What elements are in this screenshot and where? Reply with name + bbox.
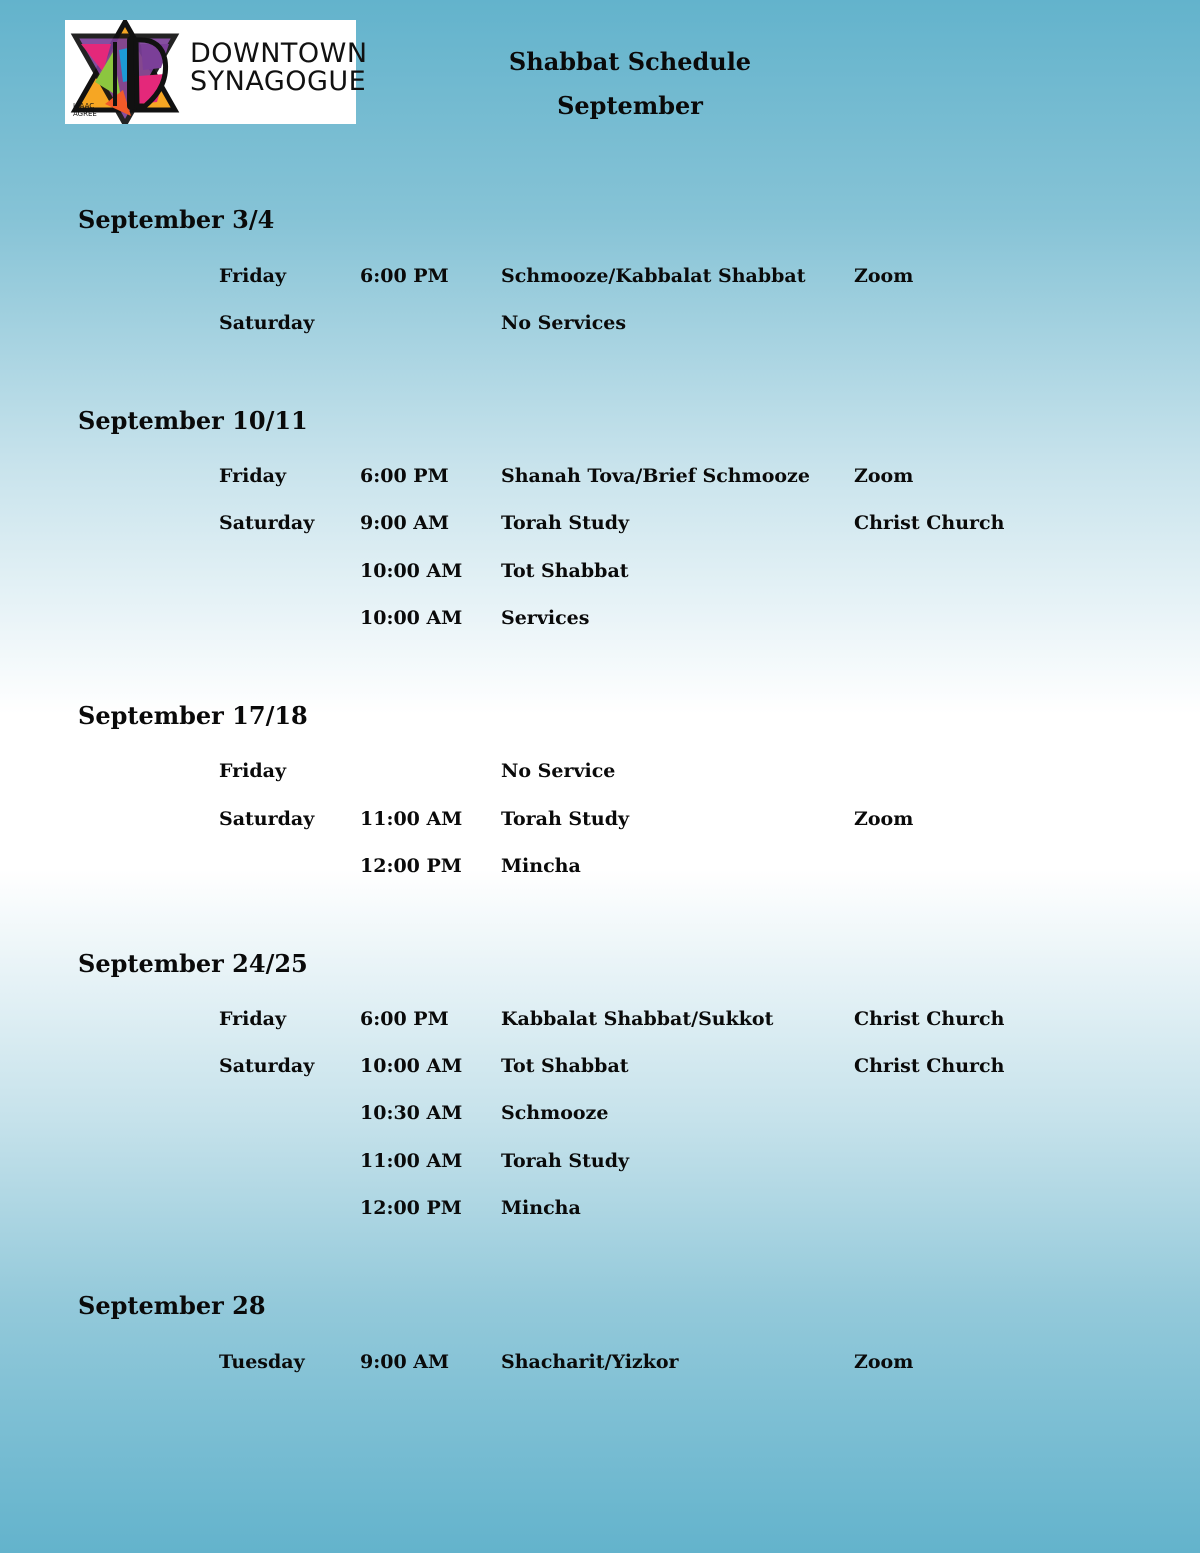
row-time: 10:00 AM [360,560,463,582]
row-event: Schmooze [501,1102,609,1124]
row-location: Zoom [854,465,914,487]
schedule-row [0,462,1200,490]
row-location: Christ Church [854,1008,1005,1030]
row-time: 6:00 PM [360,265,449,287]
row-time: 6:00 PM [360,1008,449,1030]
schedule-row [0,1099,1200,1127]
row-day: Friday [219,760,287,782]
row-day: Saturday [219,512,315,534]
row-location: Zoom [854,1351,914,1373]
page-title: Shabbat Schedule [508,47,752,76]
row-time: 10:00 AM [360,1055,463,1077]
row-day: Saturday [219,808,315,830]
row-event: Torah Study [501,512,630,534]
schedule-row [0,1147,1200,1175]
row-event: Tot Shabbat [501,1055,629,1077]
row-time: 12:00 PM [360,855,462,877]
row-event: Shanah Tova/Brief Schmooze [501,465,810,487]
row-event: Schmooze/Kabbalat Shabbat [501,265,806,287]
week-heading: September 24/25 [78,949,308,978]
schedule-row [0,604,1200,632]
week-heading: September 28 [78,1291,266,1320]
logo-small-text-2: AGREE [73,110,97,118]
row-time: 12:00 PM [360,1197,462,1219]
row-time: 10:30 AM [360,1102,463,1124]
row-time: 9:00 AM [360,512,450,534]
row-time: 11:00 AM [360,808,463,830]
row-day: Friday [219,465,287,487]
row-event: No Service [501,760,616,782]
schedule-row [0,1052,1200,1080]
row-location: Zoom [854,265,914,287]
row-time: 11:00 AM [360,1150,463,1172]
row-event: Mincha [501,855,581,877]
row-time: 9:00 AM [360,1351,450,1373]
row-event: Services [501,607,590,629]
page-subtitle: September [557,91,703,120]
schedule-row [0,1194,1200,1222]
row-location: Zoom [854,808,914,830]
row-day: Friday [219,1008,287,1030]
row-location: Christ Church [854,512,1005,534]
week-heading: September 10/11 [78,406,308,435]
row-event: Tot Shabbat [501,560,629,582]
logo-small-text-1: ISAAC [73,102,95,110]
schedule-row [0,509,1200,537]
row-day: Saturday [219,312,315,334]
schedule-row [0,1005,1200,1033]
row-location: Christ Church [854,1055,1005,1077]
row-event: Mincha [501,1197,581,1219]
row-day: Friday [219,265,287,287]
schedule-row [0,557,1200,585]
schedule-row [0,757,1200,785]
schedule-row [0,1348,1200,1376]
synagogue-logo [65,20,368,124]
row-time: 10:00 AM [360,607,463,629]
schedule-row [0,805,1200,833]
schedule-row [0,309,1200,337]
row-time: 6:00 PM [360,465,449,487]
week-heading: September 17/18 [78,701,308,730]
row-event: No Services [501,312,627,334]
row-event: Shacharit/Yizkor [501,1351,679,1373]
logo-wordmark-line2: SYNAGOGUE [190,66,367,97]
row-day: Saturday [219,1055,315,1077]
row-day: Tuesday [219,1351,305,1373]
week-heading: September 3/4 [78,205,275,234]
row-event: Torah Study [501,808,630,830]
schedule-row [0,262,1200,290]
schedule-row [0,852,1200,880]
logo-wordmark-line1: DOWNTOWN [190,38,368,69]
row-event: Kabbalat Shabbat/Sukkot [501,1008,774,1030]
row-event: Torah Study [501,1150,630,1172]
